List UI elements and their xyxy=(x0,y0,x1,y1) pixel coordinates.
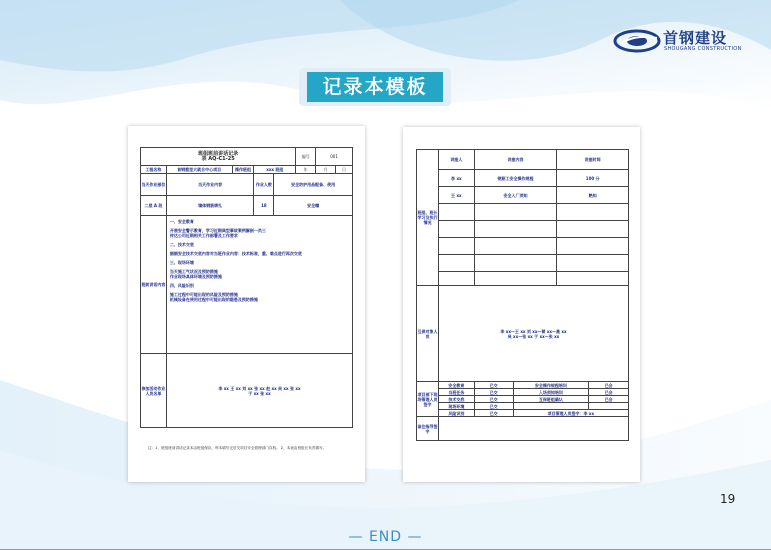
brand-name-en: SHOUGANG CONSTRUCTION xyxy=(664,46,742,52)
empty-cell xyxy=(438,255,474,272)
form2-col-speaker: 讲座人 xyxy=(438,150,474,170)
check-c: 项目管理人员签字：李 xx xyxy=(513,410,628,417)
form-document-1 xyxy=(128,126,365,482)
form1-team-value: xxx 班组 xyxy=(254,166,296,174)
form-document-2 xyxy=(403,127,640,482)
check-d: 已会 xyxy=(589,389,629,396)
form1-heading-cell xyxy=(141,148,296,166)
empty-cell xyxy=(557,272,629,286)
talk-line: 机械设备在使用过程中可能出现的隐患及预防措施 xyxy=(169,297,258,302)
talk-line: 一、安全教育 xyxy=(169,219,194,224)
check-a: 安全教育 xyxy=(438,382,474,389)
empty-cell xyxy=(474,204,557,221)
talk-line: 三、现场环境 xyxy=(169,260,194,265)
form1-talk-content xyxy=(166,216,352,354)
empty-cell xyxy=(438,238,474,255)
talk-line: 施工过程中可能出现的风险及预防措施 xyxy=(169,292,238,297)
check-d: 已会 xyxy=(589,382,629,389)
empty-cell xyxy=(557,255,629,272)
talk-line: 四、风险识别 xyxy=(169,283,194,288)
check-d xyxy=(589,403,629,410)
form1-note: 注：1、班组班前讲话记录本由班组保存，每本填写完后交项目安全管理部门存档。 2、本表由班组长负责填写。 xyxy=(148,446,327,450)
empty-cell xyxy=(557,221,629,238)
check-b: 已交 xyxy=(474,403,513,410)
form2-sign-label: 备注指导签字 xyxy=(417,417,439,441)
talk-line: 当天施工气状况及预防措施 xyxy=(169,269,218,274)
form2-left-label: 班组、班长学习及执行情况 xyxy=(417,150,439,286)
form1-year-label: 年 xyxy=(296,166,316,174)
form1-workers-label: 作业人数 xyxy=(254,174,274,196)
empty-cell xyxy=(438,204,474,221)
check-a: 技术交底 xyxy=(438,396,474,403)
form1-num-value: 001 xyxy=(316,148,353,166)
form2-check-label: 项目部下现场管理人员签字 xyxy=(417,382,439,417)
check-b: 已交 xyxy=(474,410,513,417)
form1-attend-content xyxy=(166,354,352,428)
form1-project-value: 首钢慈里大就合中心项目 xyxy=(166,166,232,174)
check-c: 互保班组确认 xyxy=(513,396,589,403)
check-a: 当班任务 xyxy=(438,389,474,396)
check-b: 已交 xyxy=(474,396,513,403)
form1-content-label: 当天作业内容 xyxy=(166,174,254,196)
page-number: 19 xyxy=(720,492,736,506)
talk-line: 传达公司近期相关工作部署及工作要求 xyxy=(169,233,238,238)
form1-table xyxy=(140,147,353,428)
form1-day-label: 日 xyxy=(336,166,353,174)
form2-row-duration: 100 分 xyxy=(557,170,629,187)
form2-row-content: 钢筋工安全操作规程 xyxy=(474,170,557,187)
check-c: 入场须知培训 xyxy=(513,389,589,396)
attend-line: 于 xx 张 xx xyxy=(248,390,271,396)
check-a: 风险识别 xyxy=(438,410,474,417)
form2-row-content: 安全入厂须知 xyxy=(474,187,557,204)
slide-title-banner xyxy=(299,68,451,106)
talk-line: 据据安全技术交底内容对当班作业内容：技术标准，重、难点进行再次交底 xyxy=(169,251,302,256)
form1-code: 表 AQ-C1-25 xyxy=(201,155,235,162)
attend-line: 李 xx—王 xx 刘 xx—曾 xx—高 xx xyxy=(500,328,567,334)
empty-cell xyxy=(438,272,474,286)
form2-row-duration: 熟知 xyxy=(557,187,629,204)
form1-row-workers: 18 xyxy=(254,196,274,216)
form2-col-duration: 讲座时间 xyxy=(557,150,629,170)
end-marker: — END — xyxy=(348,529,423,545)
check-b: 已交 xyxy=(474,389,513,396)
check-c: 安全操作规程培训 xyxy=(513,382,589,389)
form2-attend-label: 互保对象人员 xyxy=(417,286,439,382)
form1-talk-label: 班前讲话内容 xyxy=(141,216,167,354)
attend-line: 李 xx 王 xx 刘 xx 张 xx 赵 xx 吴 xx 张 xx xyxy=(218,385,301,391)
form2-row-speaker: 王 xx xyxy=(438,187,474,204)
form1-month-label: 月 xyxy=(316,166,336,174)
empty-cell xyxy=(557,204,629,221)
empty-cell xyxy=(438,221,474,238)
form1-num-label: 编号 xyxy=(296,148,316,166)
empty-cell xyxy=(474,238,557,255)
form2-table xyxy=(416,149,629,441)
form2-row-speaker: 李 xx xyxy=(438,170,474,187)
slide-title: 记录本模板 xyxy=(307,72,443,102)
form1-row-floor: 二层 A 段 xyxy=(141,196,167,216)
talk-line: 作业现场具体环境及预防措施 xyxy=(169,274,222,279)
form2-col-content: 讲座内容 xyxy=(474,150,557,170)
check-d: 已会 xyxy=(589,396,629,403)
form2-attend-content xyxy=(438,286,628,382)
form1-project-label: 工程名称 xyxy=(141,166,167,174)
brand-name-cn: 首钢建设 xyxy=(663,29,728,47)
talk-line: 开展安全警示教育，学习近期典型事故案例解剖一员三 xyxy=(169,228,266,233)
empty-cell xyxy=(474,255,557,272)
empty-cell xyxy=(557,238,629,255)
empty-cell xyxy=(474,221,557,238)
form1-attend-label: 参加活动作业人员名单 xyxy=(141,354,167,428)
form1-row-ppe: 安全帽 xyxy=(274,196,353,216)
form1-heading: 班组班前讲话记录 xyxy=(198,150,239,157)
form1-area-label: 当天作业部位 xyxy=(141,174,167,196)
empty-cell xyxy=(474,272,557,286)
attend-line: 吴 xx—张 xx 于 xx—张 xx xyxy=(507,333,560,339)
form1-ppe-label: 安全防护用品配备、使用 xyxy=(274,174,353,196)
form1-row-content: 墙体钢筋绑扎 xyxy=(166,196,254,216)
form1-team-label: 操作班组 xyxy=(232,166,254,174)
check-b: 已交 xyxy=(474,382,513,389)
check-a: 现场环境 xyxy=(438,403,474,410)
check-c xyxy=(513,403,589,410)
talk-line: 二、技术交底 xyxy=(169,242,194,247)
form2-sign-cell xyxy=(438,417,628,441)
